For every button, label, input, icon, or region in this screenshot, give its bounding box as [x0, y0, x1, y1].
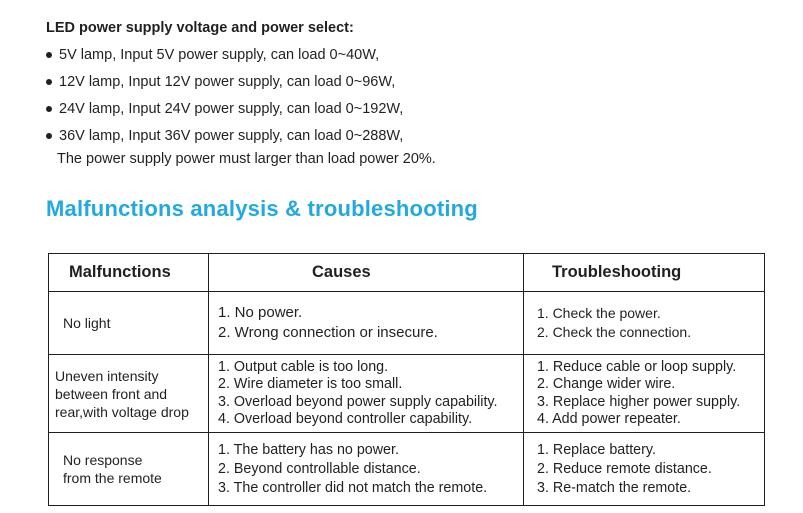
cause-text: 1. No power. — [218, 304, 303, 321]
malfunction-text: No response — [63, 452, 143, 468]
troubleshooting-text: 1. Reduce cable or loop supply. — [537, 358, 737, 375]
table-row — [49, 292, 765, 355]
troubleshooting-cell — [524, 292, 765, 355]
troubleshooting-cell — [524, 355, 765, 433]
cause-text: 1. Output cable is too long. — [218, 358, 389, 375]
list-item — [46, 46, 403, 73]
causes-cell — [209, 433, 524, 506]
bullet-icon — [46, 79, 52, 85]
column-header-malfunctions: Malfunctions — [49, 254, 209, 292]
bullet-icon — [46, 133, 52, 139]
cause-text: 1. The battery has no power. — [218, 441, 399, 458]
cause-text: 2. Wrong connection or insecure. — [218, 324, 438, 341]
malfunction-text: No light — [63, 315, 111, 331]
malfunction-cell — [49, 433, 209, 506]
troubleshooting-text: 2. Reduce remote distance. — [537, 460, 712, 477]
list-item — [46, 127, 403, 154]
troubleshooting-heading: Malfunctions analysis & troubleshooting — [46, 196, 478, 221]
bullet-icon — [46, 106, 52, 112]
troubleshooting-text: 3. Replace higher power supply. — [537, 393, 741, 410]
cause-text: 4. Overload beyond controller capability. — [218, 411, 473, 427]
cause-text: 2. Beyond controllable distance. — [218, 460, 421, 477]
malfunction-text: from the remote — [63, 470, 162, 486]
list-item — [46, 73, 403, 100]
bullet-icon — [46, 52, 52, 58]
table-row — [49, 355, 765, 433]
troubleshooting-cell — [524, 433, 765, 506]
malfunction-text: rear,with voltage drop — [55, 403, 189, 420]
column-header-troubleshooting: Troubleshooting — [524, 254, 765, 292]
cause-text: 3. Overload beyond power supply capability. — [218, 393, 498, 410]
troubleshooting-text: 2. Change wider wire. — [537, 376, 676, 392]
column-header-causes: Causes — [209, 254, 524, 292]
cause-text: 3. The controller did not match the remote. — [218, 479, 488, 496]
list-item — [46, 100, 403, 127]
malfunction-text: between front and — [55, 385, 168, 402]
troubleshooting-text: 1. Check the power. — [537, 305, 661, 321]
cause-text: 2. Wire diameter is too small. — [218, 376, 403, 392]
bullet-text: 5V lamp, Input 5V power supply, can load 0~40W, — [59, 47, 380, 63]
supply-bullet-list — [46, 46, 403, 154]
causes-cell — [209, 292, 524, 355]
troubleshooting-text: 4. Add power repeater. — [537, 411, 681, 427]
bullet-text: 36V lamp, Input 36V power supply, can load 0~288W, — [59, 128, 404, 144]
troubleshooting-text: 1. Replace battery. — [537, 441, 656, 458]
table-row — [49, 433, 765, 506]
malfunction-cell — [49, 355, 209, 433]
malfunction-text: Uneven intensity — [55, 367, 159, 384]
supply-note: The power supply power must larger than load power 20%. — [57, 151, 436, 167]
troubleshooting-text: 3. Re-match the remote. — [537, 479, 692, 496]
bullet-text: 12V lamp, Input 12V power supply, can load 0~96W, — [59, 74, 396, 90]
supply-section-title: LED power supply voltage and power select: — [46, 20, 354, 36]
malfunction-cell — [49, 292, 209, 355]
causes-cell — [209, 355, 524, 433]
bullet-text: 24V lamp, Input 24V power supply, can load 0~192W, — [59, 101, 404, 117]
troubleshooting-text: 2. Check the connection. — [537, 324, 692, 340]
troubleshooting-table — [48, 253, 765, 506]
table-header-row — [49, 254, 765, 292]
